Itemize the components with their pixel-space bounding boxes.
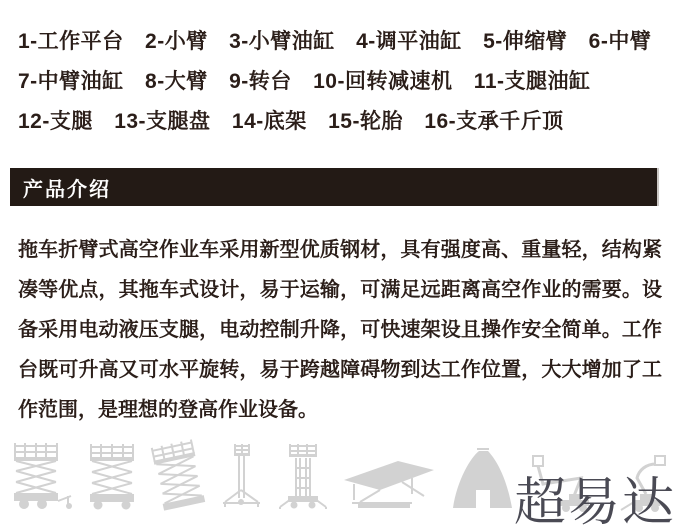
part-item: 5-伸缩臂 xyxy=(483,30,568,53)
single-mast-lift-icon xyxy=(218,442,264,512)
part-item: 13-支腿盘 xyxy=(114,110,211,133)
part-item: 4-调平油缸 xyxy=(356,30,462,53)
yard-ramp-icon xyxy=(449,446,515,512)
double-mast-lift-icon xyxy=(277,442,329,512)
part-item: 7-中臂油缸 xyxy=(18,70,124,93)
parts-list xyxy=(0,0,680,142)
part-item: 2-小臂 xyxy=(145,30,208,53)
parts-line-3 xyxy=(18,102,668,142)
watermark-row xyxy=(0,438,680,530)
parts-line-1 xyxy=(18,22,668,62)
brand-watermark: 超易达 xyxy=(513,475,676,532)
part-item: 3-小臂油缸 xyxy=(229,30,335,53)
section-banner-title: 产品介绍 xyxy=(23,178,111,201)
parts-line-2 xyxy=(18,62,668,102)
product-intro-paragraph: 拖车折臂式高空作业车采用新型优质钢材，具有强度高、重量轻，结构紧凑等优点，其拖车式设计，易于运输，可满足远距离高空作业的需要。设备采用电动液压支腿，电动控制升降，可快速架设且操作安全简单。工作台既可升高又可水平旋转，易于跨越障碍物到达工作位置，大大增加了工作范围，是理想的登高作业设备。 xyxy=(18,239,662,421)
part-item: 16-支承千斤顶 xyxy=(424,110,564,133)
scissor-lift-icon xyxy=(87,442,137,512)
part-item: 6-中臂 xyxy=(588,30,652,53)
dock-leveler-icon xyxy=(342,458,436,512)
tilted-scissor-lift-icon xyxy=(150,438,206,512)
part-item: 11-支腿油缸 xyxy=(473,70,591,93)
part-item: 14-底架 xyxy=(231,110,307,133)
part-item: 15-轮胎 xyxy=(328,110,403,133)
part-item: 10-回转减速机 xyxy=(313,70,453,93)
part-item: 8-大臂 xyxy=(145,70,208,93)
part-item: 12-支腿 xyxy=(18,110,93,133)
part-item: 9-转台 xyxy=(229,70,292,93)
section-banner-product-intro xyxy=(10,168,659,206)
part-item: 1-工作平台 xyxy=(18,30,124,53)
trailer-scissor-lift-icon xyxy=(12,440,74,512)
